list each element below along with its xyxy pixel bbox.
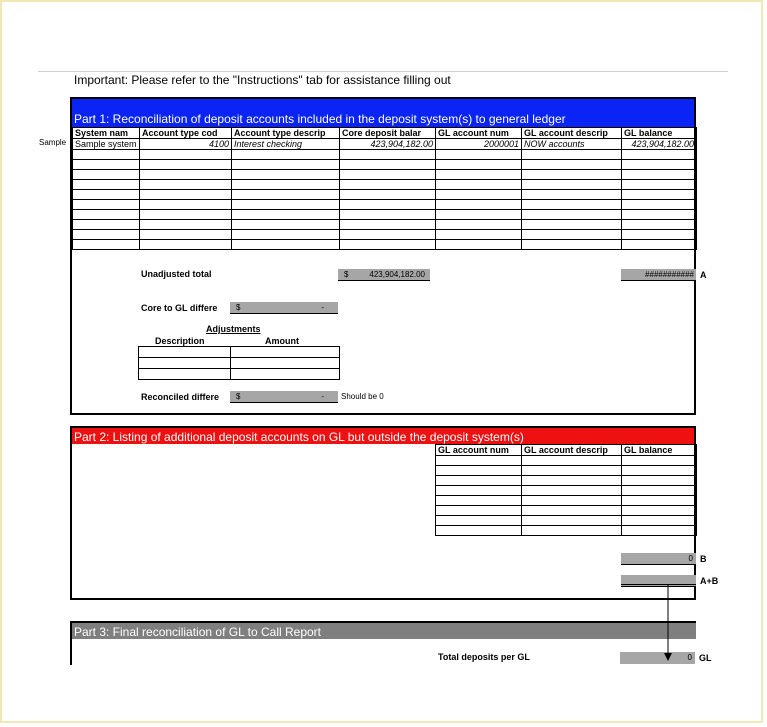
sample-core-balance[interactable]: 423,904,182.00 [340,139,436,150]
input-cell[interactable] [340,230,436,240]
input-cell[interactable] [232,170,340,180]
sample-code[interactable]: 4100 [140,139,232,150]
sample-gl-desc[interactable]: NOW accounts [522,139,622,150]
input-cell[interactable] [140,180,232,190]
input-cell[interactable] [436,200,522,210]
input-cell[interactable] [232,240,340,250]
part2-header: Part 2: Listing of additional deposit accounts on GL but outside the deposit system(s) [72,428,694,444]
col-gl-account-num: GL account num [436,128,522,139]
input-cell[interactable] [436,476,522,486]
part1-section [70,97,707,415]
core-gl-dollar: $ [236,303,241,312]
part3-header: Part 3: Final reconciliation of GL to Call Report [72,623,696,639]
input-cell[interactable] [340,210,436,220]
input-cell[interactable] [522,486,622,496]
input-cell[interactable] [73,180,140,190]
input-cell[interactable] [140,170,232,180]
input-cell[interactable] [436,240,522,250]
input-cell[interactable] [522,170,622,180]
input-cell[interactable] [522,496,622,506]
p2-col-gl-account-desc: GL account descrip [522,445,622,456]
sample-gl-balance[interactable]: 423,904,182.00 [622,139,697,150]
reconciled-value: - [321,392,324,401]
part2-header-row [436,445,697,456]
input-cell[interactable] [140,240,232,250]
input-cell[interactable] [73,170,140,180]
reconciled-dollar: $ [236,392,241,401]
input-cell[interactable] [340,190,436,200]
reconciled-diff-label: Reconciled differe [141,392,220,402]
table-row [73,210,697,220]
part2-table [435,444,697,536]
unadjusted-dollar: $ [344,270,349,279]
input-cell[interactable] [436,496,522,506]
input-cell[interactable] [140,210,232,220]
table-row [436,456,697,466]
input-cell[interactable] [522,526,622,536]
input-cell[interactable] [622,486,697,496]
input-cell[interactable] [232,200,340,210]
top-rule [38,71,728,72]
unadjusted-total-cell[interactable] [338,269,430,281]
marker-a-plus-b: A+B [700,576,719,586]
input-cell[interactable] [522,466,622,476]
input-cell[interactable] [340,180,436,190]
part3-section [70,621,712,665]
input-cell[interactable] [522,456,622,466]
marker-gl: GL [699,653,712,663]
sample-system[interactable]: Sample system [73,139,140,150]
input-cell[interactable] [622,506,697,516]
table-row [73,170,697,180]
input-cell[interactable] [73,160,140,170]
col-core-deposit-balance: Core deposit balar [340,128,436,139]
input-cell[interactable] [522,150,622,160]
input-cell[interactable] [522,160,622,170]
part2-b-total-cell[interactable] [621,553,696,565]
input-cell[interactable] [73,240,140,250]
table-row [436,466,697,476]
col-gl-account-desc: GL account descrip [522,128,622,139]
adjustments-table [138,346,340,380]
input-cell[interactable] [340,150,436,160]
input-cell[interactable] [622,210,697,220]
table-row [436,526,697,536]
input-cell[interactable] [232,180,340,190]
marker-a: A [700,270,707,280]
input-cell[interactable] [622,150,697,160]
table-row [436,496,697,506]
core-gl-value: - [321,303,324,312]
core-gl-diff-label: Core to GL differe [141,303,218,313]
col-system-name: System nam [73,128,140,139]
input-cell[interactable] [622,466,697,476]
input-cell[interactable] [340,240,436,250]
input-cell[interactable] [232,160,340,170]
part2-b-value: 0 [688,554,693,563]
table-row [73,180,697,190]
input-cell[interactable] [140,230,232,240]
input-cell[interactable] [622,230,697,240]
table-row [73,230,697,240]
sample-desc[interactable]: Interest checking [232,139,340,150]
p2-col-gl-account-num: GL account num [436,445,522,456]
adj-amount-cell[interactable] [231,369,340,380]
p2-col-gl-balance: GL balance [622,445,697,456]
table-row [436,476,697,486]
input-cell[interactable] [622,516,697,526]
input-cell[interactable] [622,200,697,210]
input-cell[interactable] [436,466,522,476]
adj-desc-cell[interactable] [139,369,231,380]
reconciled-diff-cell[interactable] [230,391,338,403]
input-cell[interactable] [522,220,622,230]
gl-total-overflow-cell[interactable] [621,269,696,281]
input-cell[interactable] [436,160,522,170]
input-cell[interactable] [522,190,622,200]
input-cell[interactable] [522,210,622,220]
table-row [436,516,697,526]
input-cell[interactable] [436,190,522,200]
input-cell[interactable] [232,150,340,160]
input-cell[interactable] [232,190,340,200]
input-cell[interactable] [340,170,436,180]
adjustments-title: Adjustments [206,324,261,334]
input-cell[interactable] [436,150,522,160]
input-cell[interactable] [622,476,697,486]
input-cell[interactable] [522,230,622,240]
table-row [73,220,697,230]
input-cell[interactable] [436,506,522,516]
input-cell[interactable] [622,240,697,250]
col-account-type-code: Account type cod [140,128,232,139]
adj-description-header: Description [155,336,205,346]
table-row [73,160,697,170]
input-cell[interactable] [436,486,522,496]
input-cell[interactable] [622,526,697,536]
input-cell[interactable] [340,200,436,210]
part1-header-row [73,128,697,139]
input-cell[interactable] [73,210,140,220]
input-cell[interactable] [436,170,522,180]
input-cell[interactable] [140,200,232,210]
adj-desc-cell[interactable] [139,347,231,358]
marker-b: B [700,554,707,564]
input-cell[interactable] [622,456,697,466]
table-row [436,506,697,516]
part2-section [70,426,719,600]
input-cell[interactable] [436,230,522,240]
input-cell[interactable] [436,456,522,466]
input-cell[interactable] [340,220,436,230]
col-account-type-desc: Account type descrip [232,128,340,139]
input-cell[interactable] [73,200,140,210]
adj-desc-cell[interactable] [139,358,231,369]
part2-empty-rows [436,456,697,536]
unadjusted-value: 423,904,182.00 [369,270,425,279]
col-gl-balance: GL balance [622,128,697,139]
adj-amount-cell[interactable] [231,347,340,358]
input-cell[interactable] [436,210,522,220]
input-cell[interactable] [436,180,522,190]
input-cell[interactable] [140,160,232,170]
sample-gl-num[interactable]: 2000001 [436,139,522,150]
input-cell[interactable] [73,150,140,160]
input-cell[interactable] [232,230,340,240]
input-cell[interactable] [232,220,340,230]
input-cell[interactable] [140,220,232,230]
part1-empty-rows [73,150,697,250]
table-row [73,240,697,250]
unadjusted-total-label: Unadjusted total [141,269,212,279]
table-row [73,150,697,160]
input-cell[interactable] [622,496,697,506]
input-cell[interactable] [522,240,622,250]
input-cell[interactable] [73,230,140,240]
total-deposits-value: 0 [687,653,692,662]
input-cell[interactable] [436,526,522,536]
table-row [73,200,697,210]
core-gl-diff-cell[interactable] [230,302,338,314]
input-cell[interactable] [140,150,232,160]
table-row [436,486,697,496]
sample-row [73,139,697,150]
total-deposits-label: Total deposits per GL [438,652,530,662]
important-note: Important: Please refer to the "Instructions" tab for assistance filling out [74,73,451,87]
input-cell[interactable] [522,516,622,526]
input-cell[interactable] [140,190,232,200]
should-be-zero-note: Should be 0 [341,392,384,401]
adj-amount-cell[interactable] [231,358,340,369]
input-cell[interactable] [522,476,622,486]
input-cell[interactable] [340,160,436,170]
input-cell[interactable] [622,160,697,170]
input-cell[interactable] [73,190,140,200]
input-cell[interactable] [436,220,522,230]
input-cell[interactable] [622,170,697,180]
input-cell[interactable] [622,220,697,230]
table-row [73,190,697,200]
reconciliation-arrow [658,585,678,665]
input-cell[interactable] [522,200,622,210]
input-cell[interactable] [622,190,697,200]
input-cell[interactable] [522,506,622,516]
adj-amount-header: Amount [265,336,299,346]
input-cell[interactable] [73,220,140,230]
sample-row-label: Sample [39,138,67,147]
part1-table [72,127,697,250]
gl-total-overflow: ########### [645,270,694,279]
input-cell[interactable] [436,516,522,526]
input-cell[interactable] [232,210,340,220]
input-cell[interactable] [522,180,622,190]
part1-header: Part 1: Reconciliation of deposit accounts included in the deposit system(s) to general ledger [72,99,694,127]
input-cell[interactable] [622,180,697,190]
